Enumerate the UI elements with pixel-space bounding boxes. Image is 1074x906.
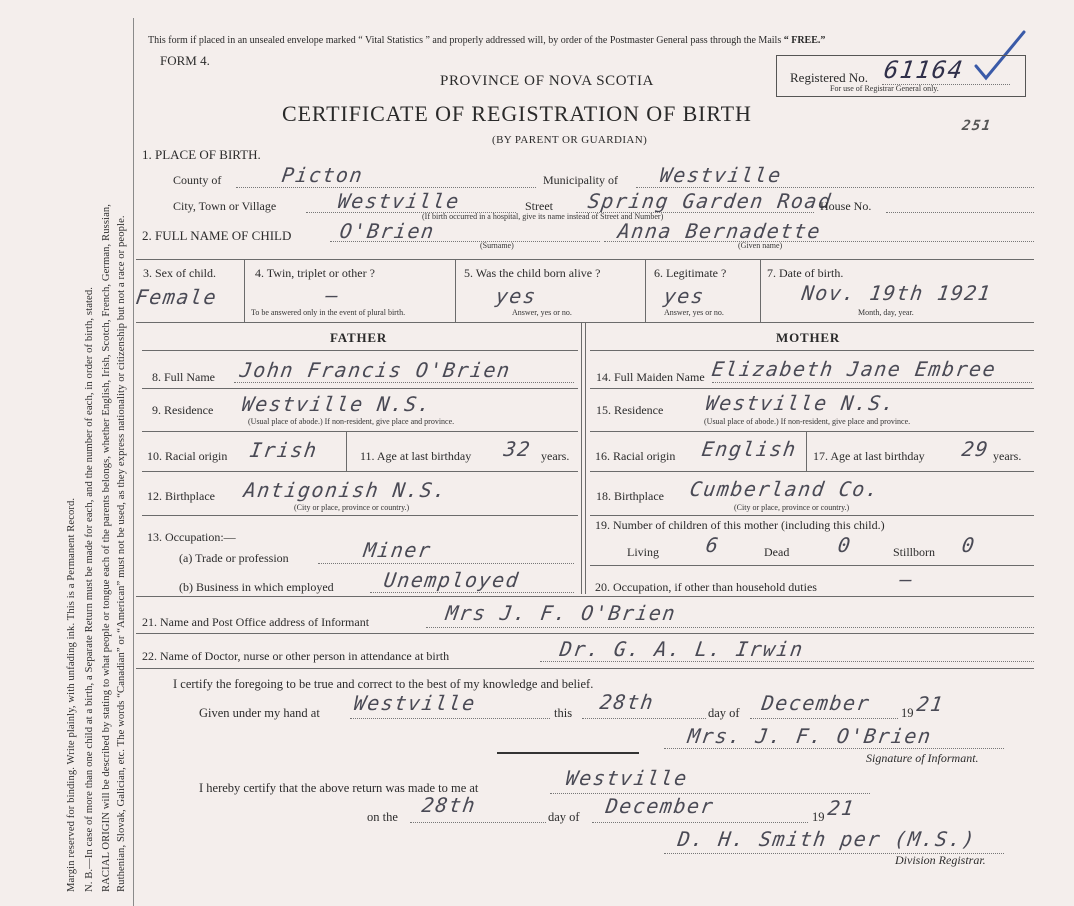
county-line xyxy=(236,187,536,188)
father-rule-2 xyxy=(142,388,578,389)
registrar-statement: I hereby certify that the above return was made to me at xyxy=(199,781,479,795)
margin-note-racial-origin-2: Ruthenian, Slovak, Galician, etc. The words “Canadian” or “American” must not be used, as they express nationality or citizenship but not a race or people. xyxy=(116,215,127,892)
registrar-signature: D. H. Smith per (M.S.) xyxy=(676,827,978,851)
house-number-label: House No. xyxy=(820,199,872,213)
informant-value: Mrs J. F. O'Brien xyxy=(444,601,678,625)
given-place-value: Westville xyxy=(352,691,478,715)
given-day-line xyxy=(582,718,706,719)
mother-age-value: 29 xyxy=(960,437,991,461)
registrar-month-line xyxy=(592,822,808,823)
child-given-name-value: Anna Bernadette xyxy=(616,219,823,243)
registrar-year-value: 21 xyxy=(826,796,857,820)
page-title: CERTIFICATE OF REGISTRATION OF BIRTH xyxy=(282,101,752,126)
divider-1 xyxy=(244,259,245,322)
registrar-day-line xyxy=(410,822,546,823)
city-value: Westville xyxy=(336,189,462,213)
mother-rule-1 xyxy=(590,350,1034,351)
born-alive-note: Answer, yes or no. xyxy=(512,308,572,317)
registrar-day-value: 28th xyxy=(420,793,478,817)
child-surname-value: O'Brien xyxy=(338,219,437,243)
born-alive-label: 5. Was the child born alive ? xyxy=(464,266,601,280)
mother-name-label: 14. Full Maiden Name xyxy=(596,370,705,384)
this-label: this xyxy=(554,706,573,720)
father-heading: FATHER xyxy=(330,330,388,345)
living-value: 6 xyxy=(704,533,722,557)
child-name-label: 2. FULL NAME OF CHILD xyxy=(142,228,292,243)
mother-rule-6 xyxy=(590,565,1034,566)
separator-rule xyxy=(497,752,639,754)
registrar-month-value: December xyxy=(604,794,717,818)
father-age-divider xyxy=(346,431,347,471)
informant-signature: Mrs. J. F. O'Brien xyxy=(686,724,934,748)
mother-age-years: years. xyxy=(993,449,1022,463)
mother-rule-5 xyxy=(590,515,1034,516)
father-rule-3 xyxy=(142,431,578,432)
mother-name-value: Elizabeth Jane Embree xyxy=(710,357,999,381)
postal-note xyxy=(148,35,825,46)
given-place-line xyxy=(350,718,550,719)
mother-children-label: 19. Number of children of this mother (including this child.) xyxy=(595,518,885,532)
father-age-label: 11. Age at last birthday xyxy=(360,449,472,463)
page-subtitle: (BY PARENT OR GUARDIAN) xyxy=(492,134,648,146)
twin-value: — xyxy=(324,283,342,307)
rule-doctor-bottom xyxy=(136,668,1034,669)
city-label: City, Town or Village xyxy=(173,199,277,213)
legitimate-note: Answer, yes or no. xyxy=(664,308,724,317)
given-name-line xyxy=(604,241,1034,242)
margin-rule xyxy=(133,18,134,906)
house-line xyxy=(886,212,1034,213)
margin-note-multiple-births: N. B.—In case of more than one child at a birth, a Separate Return must be made for each, and the number of each, in order of birth, stated. xyxy=(84,287,95,892)
informant-signature-caption: Signature of Informant. xyxy=(866,751,979,765)
dob-label: 7. Date of birth. xyxy=(767,266,844,280)
registrar-note: For use of Registrar General only. xyxy=(830,84,939,93)
father-business-value: Unemployed xyxy=(382,568,522,592)
mother-name-line xyxy=(712,382,1032,383)
twin-note: To be answered only in the event of plural birth. xyxy=(251,308,406,317)
given-name-caption: (Given name) xyxy=(738,241,783,250)
column-divider-a xyxy=(581,322,582,594)
margin-note-racial-origin-1: RACIAL ORIGIN will be described by stating to what people or tongue each of the parents belongs, whether English, Irish, Scotch, French, German, Russian, xyxy=(101,203,112,892)
father-trade-line xyxy=(318,563,574,564)
father-name-line xyxy=(234,382,574,383)
street-label: Street xyxy=(525,199,553,213)
given-year-value: 21 xyxy=(915,692,946,716)
mother-residence-value: Westville N.S. xyxy=(704,391,898,415)
father-business-label: (b) Business in which employed xyxy=(179,580,334,594)
dead-label: Dead xyxy=(764,545,790,559)
mother-age-divider xyxy=(806,431,807,471)
form-number: FORM 4. xyxy=(160,53,210,68)
place-of-birth-label: 1. PLACE OF BIRTH. xyxy=(142,147,261,162)
mother-residence-note: (Usual place of abode.) If non-resident, give place and province. xyxy=(704,417,911,426)
doctor-line xyxy=(540,661,1034,662)
municipality-value: Westville xyxy=(658,163,784,187)
father-birthplace-label: 12. Birthplace xyxy=(147,489,215,503)
divider-2 xyxy=(455,259,456,322)
county-value: Picton xyxy=(280,163,365,187)
stillborn-value: 0 xyxy=(960,533,978,557)
given-under-label: Given under my hand at xyxy=(199,706,320,720)
doctor-label: 22. Name of Doctor, nurse or other person in attendance at birth xyxy=(142,649,450,663)
doctor-value: Dr. G. A. L. Irwin xyxy=(558,637,806,661)
registrar-day-of-label: day of xyxy=(548,810,580,824)
given-day-value: 28th xyxy=(598,690,656,714)
informant-line xyxy=(426,627,1034,628)
informant-signature-line xyxy=(664,748,1004,749)
registered-number: 61164 xyxy=(882,56,966,84)
province-title: PROVINCE OF NOVA SCOTIA xyxy=(440,73,654,89)
divider-3 xyxy=(645,259,646,322)
street-value: Spring Garden Road xyxy=(586,189,834,213)
dob-value: Nov. 19th 1921 xyxy=(800,281,994,305)
father-birthplace-value: Antigonish N.S. xyxy=(242,478,449,502)
mother-rule-3 xyxy=(590,431,1034,432)
father-residence-value: Westville N.S. xyxy=(240,392,434,416)
father-trade-value: Miner xyxy=(362,538,434,562)
dob-note: Month, day, year. xyxy=(858,308,914,317)
hospital-note: (If birth occurred in a hospital, give its name instead of Street and Number) xyxy=(422,212,664,221)
twin-label: 4. Twin, triplet or other ? xyxy=(255,266,375,280)
father-rule-1 xyxy=(142,350,578,351)
father-birthplace-note: (City or place, province or country.) xyxy=(294,503,410,512)
day-of-label: day of xyxy=(708,706,740,720)
rule-top-row3 xyxy=(136,259,1034,260)
registered-label: Registered No. xyxy=(790,70,868,85)
dead-value: 0 xyxy=(836,533,854,557)
born-alive-value: yes xyxy=(494,284,539,308)
given-month-line xyxy=(750,718,898,719)
father-racial-label: 10. Racial origin xyxy=(147,449,228,463)
registrar-on-the-label: on the xyxy=(367,810,398,824)
rule-informant-top xyxy=(136,596,1034,597)
registrar-year-prefix: 19 xyxy=(812,810,825,824)
municipality-label: Municipality of xyxy=(543,173,618,187)
stillborn-label: Stillborn xyxy=(893,545,936,559)
mother-racial-value: English xyxy=(700,437,799,461)
living-label: Living xyxy=(627,545,659,559)
father-rule-4 xyxy=(142,471,578,472)
sex-value: Female xyxy=(134,285,219,309)
mother-occupation-label: 20. Occupation, if other than household duties xyxy=(595,580,817,594)
father-name-label: 8. Full Name xyxy=(152,370,215,384)
father-racial-value: Irish xyxy=(248,438,320,462)
mother-birthplace-note: (City or place, province or country.) xyxy=(734,503,850,512)
father-residence-note: (Usual place of abode.) If non-resident, give place and province. xyxy=(248,417,455,426)
sex-label: 3. Sex of child. xyxy=(143,266,216,280)
legitimate-value: yes xyxy=(662,284,707,308)
mother-occupation-value: — xyxy=(898,567,916,591)
margin-note-binding: Margin reserved for binding. Write plainly, with unfading ink. This is a Permanent Record. xyxy=(66,497,77,892)
mother-birthplace-label: 18. Birthplace xyxy=(596,489,664,503)
father-occupation-label: 13. Occupation:— xyxy=(147,530,236,544)
informant-label: 21. Name and Post Office address of Informant xyxy=(142,615,370,629)
certification-statement: I certify the foregoing to be true and correct to the best of my knowledge and belief. xyxy=(173,677,594,691)
surname-caption: (Surname) xyxy=(480,241,514,250)
mother-racial-label: 16. Racial origin xyxy=(595,449,676,463)
stamp-mark: 251 xyxy=(960,118,993,134)
mother-rule-4 xyxy=(590,471,1034,472)
mother-age-label: 17. Age at last birthday xyxy=(813,449,925,463)
column-divider-b xyxy=(585,322,586,594)
mother-birthplace-value: Cumberland Co. xyxy=(688,477,882,501)
given-year-prefix: 19 xyxy=(901,706,914,720)
father-rule-5 xyxy=(142,515,578,516)
surname-line xyxy=(330,241,600,242)
father-age-years: years. xyxy=(541,449,570,463)
postal-note-text: This form if placed in an unsealed envelope marked “ Vital Statistics ” and properly addressed will, by order of the Postmaster General pass through the Mails xyxy=(148,35,782,46)
municipality-line xyxy=(636,187,1034,188)
mother-heading: MOTHER xyxy=(776,330,841,345)
divider-4 xyxy=(760,259,761,322)
margin-notes xyxy=(0,0,134,906)
given-month-value: December xyxy=(760,691,873,715)
mother-rule-2 xyxy=(590,388,1034,389)
father-age-value: 32 xyxy=(502,437,533,461)
father-trade-label: (a) Trade or profession xyxy=(179,551,289,565)
mother-residence-label: 15. Residence xyxy=(596,403,664,417)
county-label: County of xyxy=(173,173,222,187)
father-residence-label: 9. Residence xyxy=(152,403,214,417)
registrar-caption: Division Registrar. xyxy=(895,853,986,867)
legitimate-label: 6. Legitimate ? xyxy=(654,266,727,280)
father-name-value: John Francis O'Brien xyxy=(238,358,513,382)
rule-informant-bottom xyxy=(136,633,1034,634)
registrar-place-value: Westville xyxy=(564,766,690,790)
free-mark: “ FREE.” xyxy=(783,35,826,46)
father-business-line xyxy=(370,592,574,593)
